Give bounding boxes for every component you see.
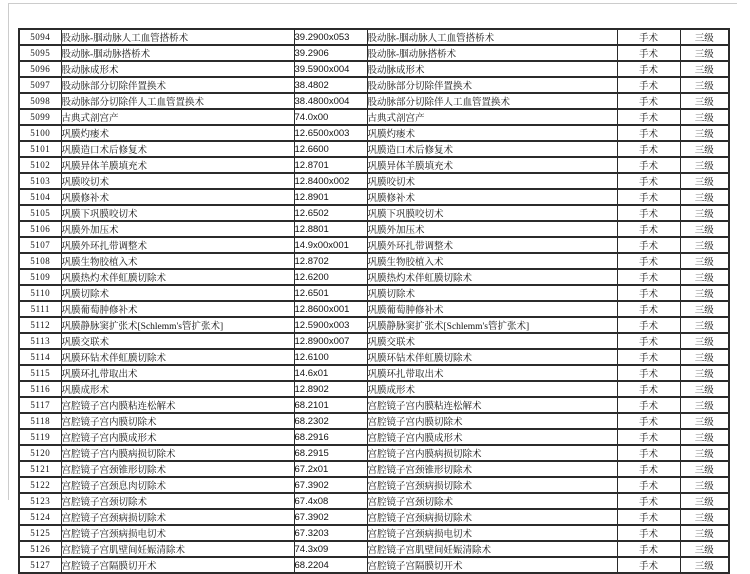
- procedure-name-cell: 巩膜葡萄肿修补术: [61, 301, 294, 317]
- operation-level-cell: 三级: [680, 45, 729, 61]
- procedure-name-cell: 巩膜环扎带取出术: [61, 365, 294, 381]
- operation-level-cell: 三级: [680, 125, 729, 141]
- procedure-name-cell: 宫腔镜子宫内膜病损切除术: [61, 445, 294, 461]
- operation-type-cell: 手术: [617, 349, 680, 365]
- procedure-name-cell: 巩膜静脉窦扩张术[Schlemm's管扩张术]: [61, 317, 294, 333]
- operation-level-cell: 三级: [680, 477, 729, 493]
- table-row: [19, 157, 729, 173]
- operation-type-cell: 手术: [617, 157, 680, 173]
- procedure-code-cell: 14.6x01: [294, 365, 367, 381]
- table-row: [19, 445, 729, 461]
- procedure-id-cell: 5099: [19, 109, 61, 125]
- procedure-name-cell: 巩膜造口术后修复术: [61, 141, 294, 157]
- procedure-name-cell: 宫腔镜子宫内膜成形术: [61, 429, 294, 445]
- procedure-name-cell: 巩膜生物胶植入术: [61, 253, 294, 269]
- operation-level-cell: 三级: [680, 189, 729, 205]
- table-row: [19, 189, 729, 205]
- procedure-code-cell: 12.8801: [294, 221, 367, 237]
- procedure-id-cell: 5102: [19, 157, 61, 173]
- operation-level-cell: 三级: [680, 157, 729, 173]
- operation-level-cell: 三级: [680, 221, 729, 237]
- operation-level-cell: 三级: [680, 525, 729, 541]
- operation-level-cell: 三级: [680, 173, 729, 189]
- procedure-code-cell: 12.6100: [294, 349, 367, 365]
- operation-level-cell: 三级: [680, 109, 729, 125]
- page-edge-horizontal-line: [8, 3, 737, 4]
- procedure-name-cell: 宫腔镜子宫颈切除术: [61, 493, 294, 509]
- procedure-standard-name-cell: 宫腔镜子宫颈病损切除术: [367, 509, 617, 525]
- operation-type-cell: 手术: [617, 237, 680, 253]
- operation-type-cell: 手术: [617, 77, 680, 93]
- procedure-id-cell: 5117: [19, 397, 61, 413]
- procedure-standard-name-cell: 宫腔镜子宫内膜成形术: [367, 429, 617, 445]
- procedure-code-cell: 67.4x08: [294, 493, 367, 509]
- operation-type-cell: 手术: [617, 221, 680, 237]
- procedure-code-cell: 12.6501: [294, 285, 367, 301]
- procedure-code-cell: 12.6600: [294, 141, 367, 157]
- procedure-standard-name-cell: 巩膜造口术后修复术: [367, 141, 617, 157]
- procedure-name-cell: 巩膜外环扎带调整术: [61, 237, 294, 253]
- operation-type-cell: 手术: [617, 541, 680, 557]
- procedure-id-cell: 5112: [19, 317, 61, 333]
- table-row: [19, 109, 729, 125]
- procedure-name-cell: 股动脉部分切除伴人工血管置换术: [61, 93, 294, 109]
- procedure-code-cell: 38.4802: [294, 77, 367, 93]
- procedure-name-cell: 巩膜灼瘘术: [61, 125, 294, 141]
- operation-type-cell: 手术: [617, 189, 680, 205]
- procedure-id-cell: 5111: [19, 301, 61, 317]
- procedure-id-cell: 5101: [19, 141, 61, 157]
- procedure-code-cell: 14.9x00x001: [294, 237, 367, 253]
- table-row: [19, 269, 729, 285]
- operation-level-cell: 三级: [680, 205, 729, 221]
- procedure-name-cell: 股动脉部分切除伴置换术: [61, 77, 294, 93]
- table-row: [19, 317, 729, 333]
- operation-type-cell: 手术: [617, 93, 680, 109]
- table-row: [19, 221, 729, 237]
- table-row: [19, 493, 729, 509]
- operation-type-cell: 手术: [617, 365, 680, 381]
- operation-level-cell: 三级: [680, 461, 729, 477]
- procedure-standard-name-cell: 股动脉-腘动脉人工血管搭桥术: [367, 29, 617, 45]
- procedure-code-cell: 12.8902: [294, 381, 367, 397]
- procedure-id-cell: 5126: [19, 541, 61, 557]
- procedure-id-cell: 5107: [19, 237, 61, 253]
- procedure-id-cell: 5108: [19, 253, 61, 269]
- procedure-id-cell: 5100: [19, 125, 61, 141]
- operation-level-cell: 三级: [680, 301, 729, 317]
- table-row: [19, 29, 729, 45]
- table-row: [19, 397, 729, 413]
- page-edge-vertical-line: [8, 3, 9, 500]
- operation-type-cell: 手术: [617, 333, 680, 349]
- procedure-id-cell: 5120: [19, 445, 61, 461]
- procedure-code-cell: 68.2915: [294, 445, 367, 461]
- procedure-name-cell: 宫腔镜子宫颈病损切除术: [61, 509, 294, 525]
- operation-type-cell: 手术: [617, 413, 680, 429]
- procedure-code-cell: 39.2906: [294, 45, 367, 61]
- procedure-code-cell: 38.4800x004: [294, 93, 367, 109]
- table-row: [19, 173, 729, 189]
- table-row: [19, 141, 729, 157]
- operation-type-cell: 手术: [617, 445, 680, 461]
- table-row: [19, 381, 729, 397]
- procedure-code-cell: 74.3x09: [294, 541, 367, 557]
- procedure-id-cell: 5104: [19, 189, 61, 205]
- procedure-id-cell: 5122: [19, 477, 61, 493]
- procedure-name-cell: 股动脉-腘动脉搭桥术: [61, 45, 294, 61]
- operation-type-cell: 手术: [617, 381, 680, 397]
- procedure-standard-name-cell: 宫腔镜子宫颈病损切除术: [367, 477, 617, 493]
- operation-type-cell: 手术: [617, 461, 680, 477]
- procedure-code-cell: 39.5900x004: [294, 61, 367, 77]
- procedure-name-cell: 宫腔镜子宫肌壁间妊娠清除术: [61, 541, 294, 557]
- operation-type-cell: 手术: [617, 429, 680, 445]
- procedure-id-cell: 5113: [19, 333, 61, 349]
- operation-level-cell: 三级: [680, 61, 729, 77]
- procedure-standard-name-cell: 股动脉成形术: [367, 61, 617, 77]
- operation-type-cell: 手术: [617, 493, 680, 509]
- operation-level-cell: 三级: [680, 509, 729, 525]
- operation-level-cell: 三级: [680, 141, 729, 157]
- procedure-id-cell: 5096: [19, 61, 61, 77]
- operation-level-cell: 三级: [680, 253, 729, 269]
- operation-type-cell: 手术: [617, 173, 680, 189]
- operation-level-cell: 三级: [680, 429, 729, 445]
- operation-level-cell: 三级: [680, 333, 729, 349]
- operation-type-cell: 手术: [617, 253, 680, 269]
- table-row: [19, 125, 729, 141]
- operation-level-cell: 三级: [680, 397, 729, 413]
- procedure-code-cell: 12.8600x001: [294, 301, 367, 317]
- procedure-id-cell: 5119: [19, 429, 61, 445]
- procedure-name-cell: 宫腔镜子宫内膜切除术: [61, 413, 294, 429]
- procedure-standard-name-cell: 巩膜环扎带取出术: [367, 365, 617, 381]
- operation-level-cell: 三级: [680, 413, 729, 429]
- procedure-id-cell: 5127: [19, 557, 61, 573]
- procedure-id-cell: 5118: [19, 413, 61, 429]
- procedure-code-cell: 68.2302: [294, 413, 367, 429]
- procedure-name-cell: 巩膜环钻术伴虹膜切除术: [61, 349, 294, 365]
- operation-type-cell: 手术: [617, 557, 680, 573]
- procedure-id-cell: 5124: [19, 509, 61, 525]
- procedure-id-cell: 5095: [19, 45, 61, 61]
- procedure-id-cell: 5094: [19, 29, 61, 45]
- table-row: [19, 413, 729, 429]
- operation-level-cell: 三级: [680, 317, 729, 333]
- table-row: [19, 253, 729, 269]
- procedure-id-cell: 5116: [19, 381, 61, 397]
- table-row: [19, 237, 729, 253]
- procedure-code-cell: 67.3902: [294, 509, 367, 525]
- procedure-standard-name-cell: 巩膜葡萄肿修补术: [367, 301, 617, 317]
- procedure-name-cell: 宫腔镜子宫隔膜切开术: [61, 557, 294, 573]
- table-row: [19, 333, 729, 349]
- table-row: [19, 477, 729, 493]
- table-row: [19, 61, 729, 77]
- procedure-name-cell: 古典式剖宫产: [61, 109, 294, 125]
- operation-type-cell: 手术: [617, 45, 680, 61]
- procedure-standard-name-cell: 巩膜静脉窦扩张术[Schlemm's管扩张术]: [367, 317, 617, 333]
- procedure-name-cell: 巩膜热灼术伴虹膜切除术: [61, 269, 294, 285]
- operation-level-cell: 三级: [680, 541, 729, 557]
- operation-type-cell: 手术: [617, 109, 680, 125]
- table-row: [19, 45, 729, 61]
- table-row: [19, 429, 729, 445]
- procedure-code-table: [18, 28, 730, 574]
- procedure-standard-name-cell: 宫腔镜子宫颈锥形切除术: [367, 461, 617, 477]
- operation-type-cell: 手术: [617, 29, 680, 45]
- procedure-code-cell: 12.8701: [294, 157, 367, 173]
- operation-type-cell: 手术: [617, 525, 680, 541]
- procedure-standard-name-cell: 巩膜修补术: [367, 189, 617, 205]
- operation-level-cell: 三级: [680, 269, 729, 285]
- procedure-code-cell: 12.8702: [294, 253, 367, 269]
- procedure-name-cell: 宫腔镜子宫颈锥形切除术: [61, 461, 294, 477]
- procedure-name-cell: 巩膜外加压术: [61, 221, 294, 237]
- procedure-code-cell: 12.5900x003: [294, 317, 367, 333]
- table-row: [19, 541, 729, 557]
- operation-type-cell: 手术: [617, 301, 680, 317]
- table-row: [19, 557, 729, 573]
- procedure-code-cell: 68.2204: [294, 557, 367, 573]
- procedure-standard-name-cell: 巩膜异体羊膜填充术: [367, 157, 617, 173]
- procedure-code-cell: 67.2x01: [294, 461, 367, 477]
- operation-type-cell: 手术: [617, 269, 680, 285]
- procedure-id-cell: 5115: [19, 365, 61, 381]
- procedure-standard-name-cell: 股动脉部分切除伴人工血管置换术: [367, 93, 617, 109]
- procedure-id-cell: 5098: [19, 93, 61, 109]
- procedure-code-cell: 67.3203: [294, 525, 367, 541]
- procedure-code-cell: 12.6500x003: [294, 125, 367, 141]
- operation-type-cell: 手术: [617, 477, 680, 493]
- procedure-standard-name-cell: 巩膜外环扎带调整术: [367, 237, 617, 253]
- procedure-id-cell: 5123: [19, 493, 61, 509]
- operation-type-cell: 手术: [617, 141, 680, 157]
- procedure-id-cell: 5125: [19, 525, 61, 541]
- table-row: [19, 525, 729, 541]
- procedure-id-cell: 5110: [19, 285, 61, 301]
- operation-type-cell: 手术: [617, 317, 680, 333]
- procedure-standard-name-cell: 巩膜咬切术: [367, 173, 617, 189]
- procedure-name-cell: 巩膜咬切术: [61, 173, 294, 189]
- procedure-standard-name-cell: 巩膜下巩膜咬切术: [367, 205, 617, 221]
- procedure-code-cell: 39.2900x053: [294, 29, 367, 45]
- procedure-name-cell: 宫腔镜子宫内膜粘连松解术: [61, 397, 294, 413]
- operation-level-cell: 三级: [680, 445, 729, 461]
- procedure-code-cell: 12.8901: [294, 189, 367, 205]
- operation-type-cell: 手术: [617, 285, 680, 301]
- operation-level-cell: 三级: [680, 557, 729, 573]
- procedure-standard-name-cell: 宫腔镜子宫颈病损电切术: [367, 525, 617, 541]
- procedure-name-cell: 宫腔镜子宫颈息肉切除术: [61, 477, 294, 493]
- procedure-standard-name-cell: 股动脉-腘动脉搭桥术: [367, 45, 617, 61]
- procedure-id-cell: 5097: [19, 77, 61, 93]
- table-row: [19, 365, 729, 381]
- procedure-standard-name-cell: 巩膜环钻术伴虹膜切除术: [367, 349, 617, 365]
- operation-level-cell: 三级: [680, 29, 729, 45]
- procedure-standard-name-cell: 巩膜切除术: [367, 285, 617, 301]
- operation-type-cell: 手术: [617, 61, 680, 77]
- table-row: [19, 285, 729, 301]
- procedure-name-cell: 宫腔镜子宫颈病损电切术: [61, 525, 294, 541]
- procedure-standard-name-cell: 巩膜外加压术: [367, 221, 617, 237]
- procedure-code-cell: 12.8900x007: [294, 333, 367, 349]
- procedure-standard-name-cell: 巩膜灼瘘术: [367, 125, 617, 141]
- procedure-code-cell: 67.3902: [294, 477, 367, 493]
- procedure-id-cell: 5105: [19, 205, 61, 221]
- procedure-standard-name-cell: 宫腔镜子宫肌壁间妊娠清除术: [367, 541, 617, 557]
- procedure-standard-name-cell: 巩膜生物胶植入术: [367, 253, 617, 269]
- procedure-standard-name-cell: 巩膜成形术: [367, 381, 617, 397]
- procedure-id-cell: 5109: [19, 269, 61, 285]
- procedure-id-cell: 5103: [19, 173, 61, 189]
- procedure-standard-name-cell: 巩膜热灼术伴虹膜切除术: [367, 269, 617, 285]
- procedure-name-cell: 巩膜修补术: [61, 189, 294, 205]
- operation-level-cell: 三级: [680, 285, 729, 301]
- procedure-id-cell: 5106: [19, 221, 61, 237]
- procedure-standard-name-cell: 宫腔镜子宫隔膜切开术: [367, 557, 617, 573]
- procedure-code-cell: 12.8400x002: [294, 173, 367, 189]
- procedure-standard-name-cell: 巩膜交联术: [367, 333, 617, 349]
- procedure-standard-name-cell: 宫腔镜子宫内膜切除术: [367, 413, 617, 429]
- operation-level-cell: 三级: [680, 493, 729, 509]
- operation-type-cell: 手术: [617, 205, 680, 221]
- procedure-code-cell: 74.0x00: [294, 109, 367, 125]
- operation-level-cell: 三级: [680, 77, 729, 93]
- operation-type-cell: 手术: [617, 397, 680, 413]
- procedure-name-cell: 巩膜成形术: [61, 381, 294, 397]
- table-row: [19, 461, 729, 477]
- operation-level-cell: 三级: [680, 349, 729, 365]
- operation-type-cell: 手术: [617, 509, 680, 525]
- operation-level-cell: 三级: [680, 237, 729, 253]
- procedure-standard-name-cell: 宫腔镜子宫内膜病损切除术: [367, 445, 617, 461]
- procedure-standard-name-cell: 股动脉部分切除伴置换术: [367, 77, 617, 93]
- table-row: [19, 205, 729, 221]
- operation-level-cell: 三级: [680, 381, 729, 397]
- procedure-name-cell: 股动脉-腘动脉人工血管搭桥术: [61, 29, 294, 45]
- table-row: [19, 301, 729, 317]
- table-row: [19, 509, 729, 525]
- operation-type-cell: 手术: [617, 125, 680, 141]
- procedure-code-cell: 68.2101: [294, 397, 367, 413]
- table-row: [19, 93, 729, 109]
- procedure-code-cell: 12.6200: [294, 269, 367, 285]
- procedure-name-cell: 巩膜异体羊膜填充术: [61, 157, 294, 173]
- procedure-code-cell: 68.2916: [294, 429, 367, 445]
- procedure-code-cell: 12.6502: [294, 205, 367, 221]
- procedure-id-cell: 5114: [19, 349, 61, 365]
- operation-level-cell: 三级: [680, 93, 729, 109]
- table-row: [19, 349, 729, 365]
- procedure-name-cell: 巩膜切除术: [61, 285, 294, 301]
- procedure-standard-name-cell: 古典式剖宫产: [367, 109, 617, 125]
- procedure-name-cell: 股动脉成形术: [61, 61, 294, 77]
- table-row: [19, 77, 729, 93]
- operation-level-cell: 三级: [680, 365, 729, 381]
- procedure-name-cell: 巩膜交联术: [61, 333, 294, 349]
- procedure-standard-name-cell: 宫腔镜子宫内膜粘连松解术: [367, 397, 617, 413]
- procedure-id-cell: 5121: [19, 461, 61, 477]
- procedure-name-cell: 巩膜下巩膜咬切术: [61, 205, 294, 221]
- procedure-standard-name-cell: 宫腔镜子宫颈切除术: [367, 493, 617, 509]
